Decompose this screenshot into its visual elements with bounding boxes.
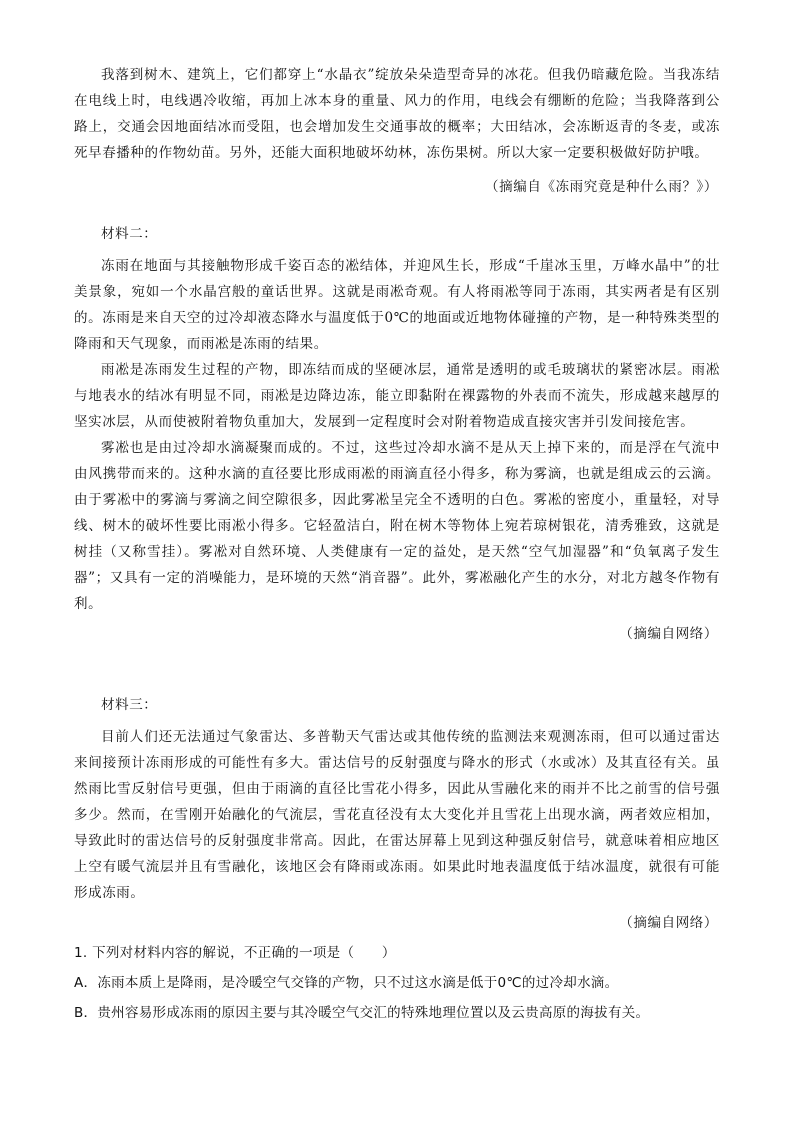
- material-one-paragraph: 我落到树木、建筑上，它们都穿上“水晶衣”绽放朵朵造型奇异的冰花。但我仍暗藏危险。当我冻结在电线上时，电线遇冷收缩，再加上冰本身的重量、风力的作用，电线会有绷断的危险；当我降落到公路上，交通会因地面结冰而受阻，也会增加发生交通事故的概率；大田结冰，会冻断返青的冬麦，或冻死早春播种的作物幼苗。另外，还能大面积地破坏幼林，冻伤果树。所以大家一定要积极做好防护哦。: [74, 67, 720, 161]
- material-three-source: （摘编自网络）: [619, 915, 718, 931]
- material-three-heading: 材料三：: [101, 697, 158, 713]
- material-three-section: [74, 692, 720, 936]
- material-two-section: [74, 221, 720, 647]
- question-block: [74, 940, 734, 1026]
- question-option-a: A．冻雨本质上是降雨，是冷暖空气交锋的产物，只不过这水滴是低于0℃的过冷却水滴。: [74, 975, 619, 991]
- question-stem: 1. 下列对材料内容的解说，不正确的一项是（ ）: [74, 945, 396, 961]
- material-two-paragraph-2: 雨凇是冻雨发生过程的产物，即冻结而成的坚硬冰层，通常是透明的或毛玻璃状的紧密冰层。雨凇与地表水的结冰有明显不同，雨凇是边降边冻，能立即黏附在裸露物的外表而不流失，形成越来越厚的坚实冰层，从而使被附着物负重加大，发展到一定程度时会对附着物造成直接灾害并引发间接危害。: [74, 362, 720, 430]
- material-two-source: （摘编自网络）: [619, 626, 718, 642]
- material-two-heading: 材料二：: [101, 226, 158, 242]
- material-two-paragraph-3: 雾凇也是由过冷却水滴凝聚而成的。不过，这些过冷却水滴不是从天上掉下来的，而是浮在气流中由风携带而来的。这种水滴的直径要比形成雨凇的雨滴直径小得多，称为雾滴，也就是组成云的云滴。由于雾凇中的雾滴与雾滴之间空隙很多，因此雾凇呈完全不透明的白色。雾凇的密度小，重量轻，对导线、树木的破坏性要比雨凇小得多。它轻盈洁白，附在树木等物体上宛若琼树银花，清秀雅致，这就是树挂（又称雪挂）。雾凇对自然环境、人类健康有一定的益处，是天然“空气加湿器”和“负氧离子发生器”；又具有一定的消噪能力，是环境的天然“消音器”。此外，雾凇融化产生的水分，对北方越冬作物有利。: [74, 440, 720, 612]
- material-two-paragraph-1: 冻雨在地面与其接触物形成千姿百态的凇结体，并迎风生长，形成“千崖冰玉里，万峰水晶中”的壮美景象，宛如一个水晶宫般的童话世界。这就是雨凇奇观。有人将雨凇等同于冻雨，其实两者是有区别的。冻雨是来自天空的过冷却液态降水与温度低于0℃的地面或近地物体碰撞的产物，是一种特殊类型的降雨和天气现象，而雨凇是冻雨的结果。: [74, 258, 720, 352]
- material-three-paragraph: 目前人们还无法通过气象雷达、多普勒天气雷达或其他传统的监测法来观测冻雨，但可以通过雷达来间接预计冻雨形成的可能性有多大。雷达信号的反射强度与降水的形式（水或冰）及其直径有关。虽然雨比雪反射信号更强，但由于雨滴的直径比雪花小得多，因此从雪融化来的雨并不比之前雪的信号强多少。然而，在雪刚开始融化的气流层，雪花直径没有太大变化并且雪花上出现水滴，两者效应相加，导致此时的雷达信号的反射强度非常高。因此，在雷达屏幕上见到这种强反射信号，就意味着相应地区上空有暖气流层并且有雪融化，该地区会有降雨或冻雨。如果此时地表温度低于结冰温度，就很有可能形成冻雨。: [74, 729, 720, 901]
- material-one-source: （摘编自《冻雨究竟是种什么雨？》）: [485, 179, 718, 195]
- question-option-b: B．贵州容易形成冻雨的原因主要与其冷暖空气交汇的特殊地理位置以及云贵高原的海拔有关。: [74, 1005, 650, 1021]
- material-one-section: [74, 62, 720, 200]
